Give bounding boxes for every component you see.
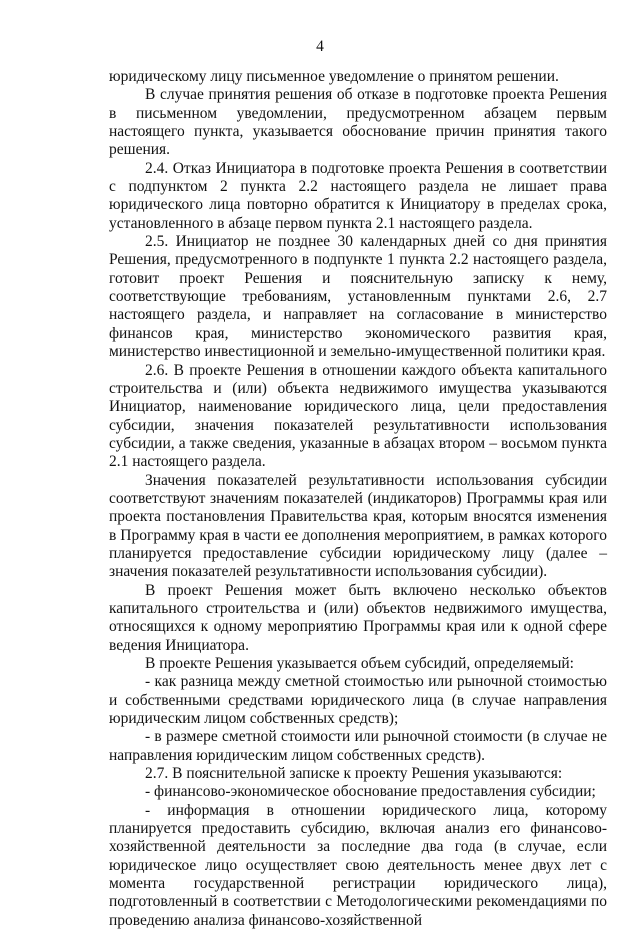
paragraph-subsidy-volume: В проекте Решения указывается объем субсидий, определяемый: (145, 655, 574, 672)
paragraph-indicator-values: Значения показателей результативности использования субсидии соответствуют значениям показателей (индикаторов) Программы края или проекта постановления Правительства края, которым вносятся изменения в Программу края в части ее дополнения мероприятием, в рамках которого планируется предоставление субсидии юридическому лицу (далее – значения показателей результативности использования субсидии). (109, 471, 607, 581)
paragraph-2-7: 2.7. В пояснительной записке к проекту Решения указываются: (145, 765, 563, 783)
list-item-legal-entity-info: - информация в отношении юридического лица, которому планируется предоставить субсидию, включая анализ его финансово-хозяйственной деятельности за последние два года (в случае, если юридическое лицо осуществляет свою деятельность менее двух лет с момента государственной регистрации юридического лица), подготовленный в соответствии с Методологическими рекомендациями по проведению анализа финансово-хозяйственной (109, 801, 607, 929)
list-item-difference: - как разница между сметной стоимостью или рыночной стоимостью и собственными средствами юридического лица (в случае направления юридическим лицом собственных средств); (109, 673, 607, 728)
paragraph-multiple-objects: В проект Решения может быть включено несколько объектов капитального строительства и (или) объектов недвижимого имущества, относящихся к одному мероприятию Программы края или к одной сфере ведения Инициатора. (109, 581, 607, 654)
page-number: 4 (316, 38, 324, 55)
paragraph-2-4: 2.4. Отказ Инициатора в подготовке проекта Решения в соответствии с подпунктом 2 пункта 2.2 настоящего раздела не лишает права юридического лица повторно обратится к Инициатору в пределах срока, установленного в абзаце первом пункта 2.1 настоящего раздела. (109, 159, 607, 232)
paragraph-2-6: 2.6. В проекте Решения в отношении каждого объекта капитального строительства и (или) объекта недвижимого имущества указываются Инициатор, наименование юридического лица, цели предоставления субсидии, значения показателей результативности использования субсидии, а также сведения, указанные в абзацах втором – восьмом пункта 2.1 настоящего раздела. (109, 361, 607, 471)
paragraph-continuation: юридическому лицу письменное уведомление о принятом решении. (109, 68, 559, 85)
paragraph-refusal-notice: В случае принятия решения об отказе в подготовке проекта Решения в письменном уведомлении, предусмотренном абзацем первым настоящего пункта, указывается обоснование причин принятия такого решения. (109, 86, 607, 159)
list-item-justification: - финансово-экономическое обоснование предоставления субсидии; (145, 783, 596, 801)
list-item-estimate: - в размере сметной стоимости или рыночной стоимости (в случае не направления юридическим лицом собственных средств). (109, 728, 607, 764)
paragraph-2-5: 2.5. Инициатор не позднее 30 календарных дней со дня принятия Решения, предусмотренного в подпункте 1 пункта 2.2 настоящего раздела, готовит проект Решения и пояснительную записку к нему, соответствующие требованиям, установленным пунктами 2.6, 2.7 настоящего раздела, и направляет на согласование в министерство финансов края, министерство экономического развития края, министерство инвестиционной и земельно-имущественной политики края. (109, 233, 607, 361)
document-body (109, 68, 607, 930)
